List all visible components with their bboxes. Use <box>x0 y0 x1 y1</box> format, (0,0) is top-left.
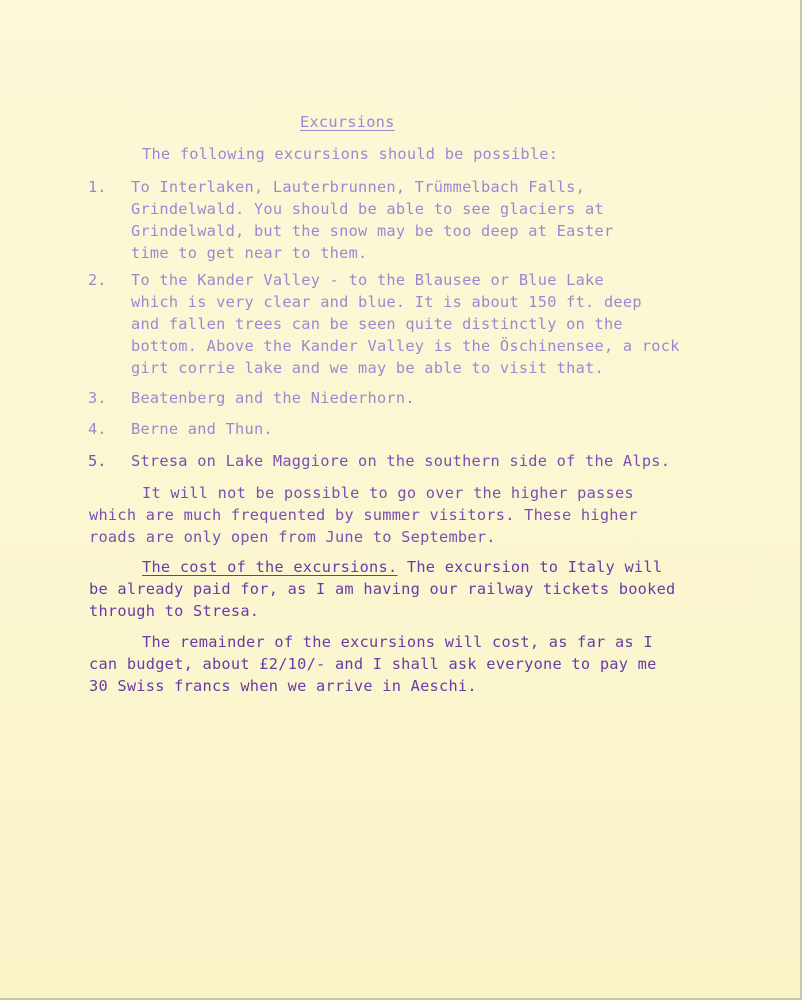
cost-heading-rest: The excursion to Italy will <box>397 558 663 576</box>
item-number: 2. <box>88 271 107 289</box>
paragraph-1-line: It will not be possible to go over the higher passes <box>142 484 634 502</box>
item-2-line: To the Kander Valley - to the Blausee or Blue Lake <box>131 271 604 289</box>
item-number: 4. <box>88 420 107 438</box>
paragraph-2-line: through to Stresa. <box>89 602 260 620</box>
item-number: 3. <box>88 389 107 407</box>
intro-text: The following excursions should be possible: <box>142 145 559 163</box>
item-2-line: bottom. Above the Kander Valley is the Öschinensee, a rock <box>131 337 680 355</box>
paragraph-1-line: roads are only open from June to September. <box>89 528 496 546</box>
page-title: Excursions <box>300 113 395 131</box>
item-2-line: and fallen trees can be seen quite distinctly on the <box>131 315 623 333</box>
paragraph-3-line: 30 Swiss francs when we arrive in Aeschi. <box>89 677 477 695</box>
cost-heading: The cost of the excursions. <box>142 558 398 576</box>
paragraph-3-line: can budget, about £2/10/- and I shall ask everyone to pay me <box>89 655 657 673</box>
paragraph-2-line: be already paid for, as I am having our railway tickets booked <box>89 580 676 598</box>
item-1-line: Grindelwald. You should be able to see glaciers at <box>131 200 604 218</box>
item-number: 1. <box>88 178 107 196</box>
item-4-line: Berne and Thun. <box>131 420 273 438</box>
cost-paragraph-first-line <box>142 558 662 576</box>
item-1-line: time to get near to them. <box>131 244 368 262</box>
item-1-line: Grindelwald, but the snow may be too deep at Easter <box>131 222 614 240</box>
item-1-line: To Interlaken, Lauterbrunnen, Trümmelbach Falls, <box>131 178 586 196</box>
item-2-line: which is very clear and blue. It is about 150 ft. deep <box>131 293 642 311</box>
item-5-line: Stresa on Lake Maggiore on the southern side of the Alps. <box>131 452 671 470</box>
paragraph-1-line: which are much frequented by summer visitors. These higher <box>89 506 638 524</box>
paragraph-3-line: The remainder of the excursions will cost, as far as I <box>142 633 653 651</box>
item-number: 5. <box>88 452 107 470</box>
item-3-line: Beatenberg and the Niederhorn. <box>131 389 415 407</box>
item-2-line: girt corrie lake and we may be able to visit that. <box>131 359 604 377</box>
